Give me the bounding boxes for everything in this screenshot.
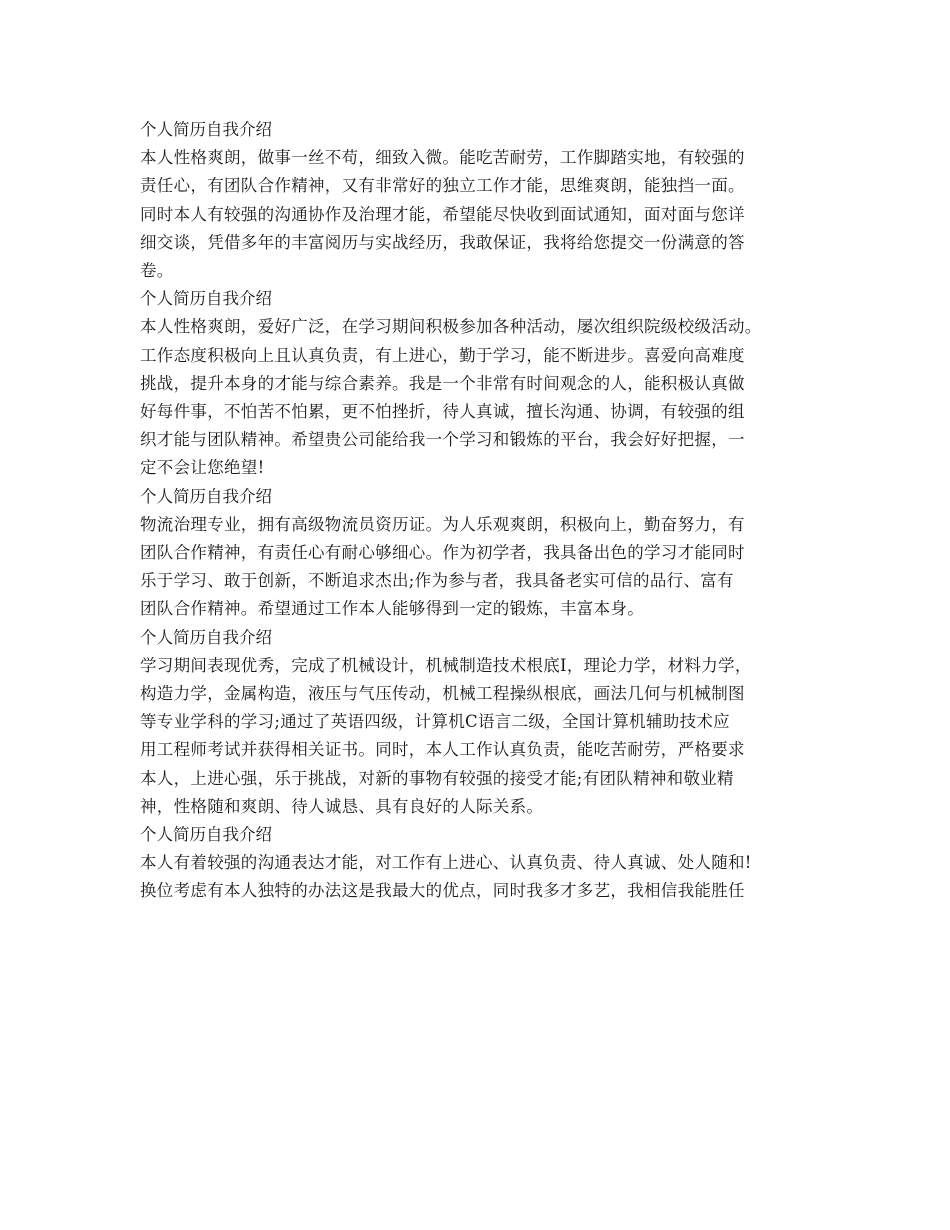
text-line: 等专业学科的学习;通过了英语四级，计算机C语言二级，全国计算机辅助技术应	[140, 712, 730, 732]
section-1	[140, 116, 830, 285]
text-line: 团队合作精神。希望通过工作本人能够得到一定的锻炼，丰富本身。	[140, 599, 644, 619]
text-line: 好每件事，不怕苦不怕累，更不怕挫折，待人真诚，擅长沟通、协调，有较强的组	[140, 402, 745, 422]
text-line: 工作态度积极向上且认真负责，有上进心，勤于学习，能不断进步。喜爱向高难度	[140, 345, 745, 365]
text-line: 学习期间表现优秀，完成了机械设计，机械制造技术根底Ⅰ，理论力学，材料力学，	[140, 655, 752, 675]
section-paragraph	[140, 313, 830, 482]
document-body	[140, 116, 830, 906]
text-line: 换位考虑有本人独特的办法这是我最大的优点，同时我多才多艺，我相信我能胜任	[140, 881, 745, 901]
text-line: 卷。	[140, 261, 174, 281]
text-line: 物流治理专业，拥有高级物流员资历证。为人乐观爽朗，积极向上，勤奋努力，有	[140, 514, 745, 534]
section-heading: 个人简历自我介绍	[140, 627, 272, 647]
section-3	[140, 483, 830, 624]
section-heading: 个人简历自我介绍	[140, 825, 272, 845]
text-line: 乐于学习、敢于创新，不断追求杰出;作为参与者，我具备老实可信的品行、富有	[140, 571, 734, 591]
section-5	[140, 821, 830, 906]
text-line: 本人有着较强的沟通表达才能，对工作有上进心、认真负责、待人真诚、处人随和!	[140, 853, 752, 873]
text-line: 本人性格爽朗，爱好广泛，在学习期间积极参加各种活动，屡次组织院级校级活动。	[140, 317, 762, 337]
text-line: 织才能与团队精神。希望贵公司能给我一个学习和锻炼的平台，我会好好把握，一	[140, 430, 745, 450]
text-line: 团队合作精神，有责任心有耐心够细心。作为初学者，我具备出色的学习才能同时	[140, 543, 745, 563]
text-line: 细交谈，凭借多年的丰富阅历与实战经历，我敢保证，我将给您提交一份满意的答	[140, 232, 745, 252]
text-line: 本人，上进心强，乐于挑战，对新的事物有较强的接受才能;有团队精神和敬业精	[140, 768, 734, 788]
text-line: 同时本人有较强的沟通协作及治理才能，希望能尽快收到面试通知，面对面与您详	[140, 204, 745, 224]
text-line: 构造力学，金属构造，液压与气压传动，机械工程操纵根底，画法几何与机械制图	[140, 684, 745, 704]
text-line: 责任心，有团队合作精神，又有非常好的独立工作才能，思维爽朗，能独挡一面。	[140, 176, 745, 196]
section-paragraph	[140, 652, 830, 821]
text-line: 神，性格随和爽朗、待人诚恳、具有良好的人际关系。	[140, 796, 544, 816]
text-line: 定不会让您绝望!	[140, 458, 265, 478]
text-line: 本人性格爽朗，做事一丝不苟，细致入微。能吃苦耐劳，工作脚踏实地，有较强的	[140, 148, 745, 168]
text-line: 用工程师考试并获得相关证书。同时，本人工作认真负责，能吃苦耐劳，严格要求	[140, 740, 745, 760]
section-paragraph	[140, 144, 830, 285]
section-heading: 个人简历自我介绍	[140, 289, 272, 309]
section-paragraph	[140, 849, 830, 905]
section-2	[140, 285, 830, 482]
section-4	[140, 624, 830, 821]
text-line: 挑战，提升本身的才能与综合素养。我是一个非常有时间观念的人，能积极认真做	[140, 373, 745, 393]
section-paragraph	[140, 511, 830, 624]
section-heading: 个人简历自我介绍	[140, 120, 272, 139]
section-heading: 个人简历自我介绍	[140, 486, 272, 506]
